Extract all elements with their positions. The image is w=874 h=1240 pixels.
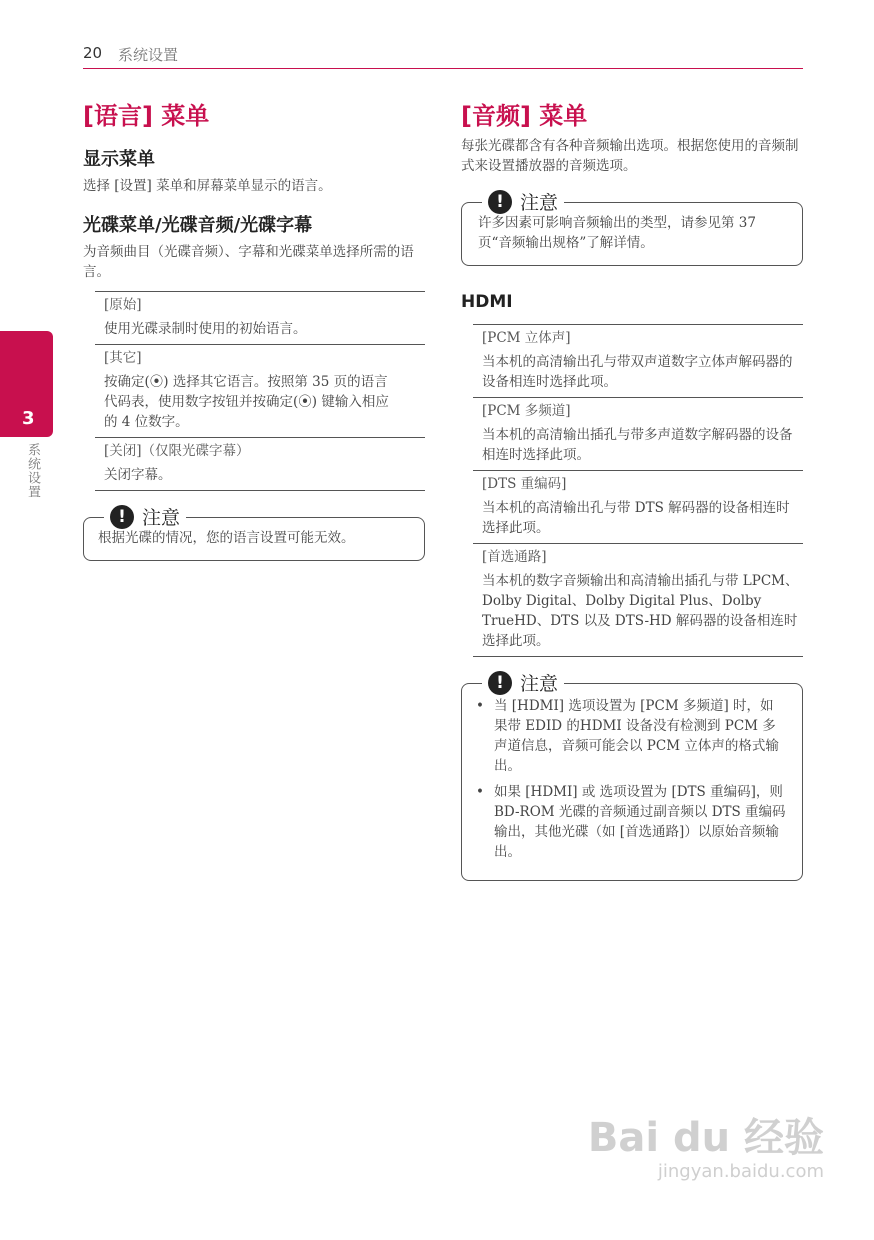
option-name: [PCM 多频道] — [482, 403, 571, 419]
table-row — [95, 438, 425, 491]
note-label: 注意 — [520, 673, 559, 695]
option-desc: 当本机的高清输出插孔与带多声道数字解码器的设备相连时选择此项。 — [482, 427, 793, 463]
display-menu-text: 选择 [设置] 菜单和屏幕菜单显示的语言。 — [83, 178, 332, 194]
table-row — [473, 544, 803, 657]
bullet-text: 如果 [HDMI] 或 选项设置为 [DTS 重编码]，则 BD-ROM 光碟的音频通过副音频以 DTS 重编码输出，其他光碟（如 [首选通路]）以原始音频输出。 — [494, 784, 786, 860]
page-number: 20 — [83, 44, 103, 62]
option-name: [原始] — [104, 297, 142, 313]
option-name: [首选通路] — [482, 549, 547, 565]
table-row — [473, 325, 803, 398]
option-name: [关闭]（仅限光碟字幕） — [104, 443, 250, 459]
exclamation-icon: ! — [488, 671, 512, 695]
option-desc: 当本机的高清输出孔与带双声道数字立体声解码器的设备相连时选择此项。 — [482, 354, 793, 390]
table-row — [473, 398, 803, 471]
chapter-label: 系统设置 — [25, 443, 40, 499]
note-header — [104, 503, 186, 530]
bullet-text: 当 [HDMI] 选项设置为 [PCM 多频道] 时，如果带 EDID 的HDMI 设备没有检测到 PCM 多声道信息，音频可能会以 PCM 立体声的格式输出。 — [494, 698, 779, 774]
watermark-logo-text: Bai du 经验 — [587, 1115, 824, 1161]
option-desc: 使用光碟录制时使用的初始语言。 — [104, 321, 307, 337]
section-title: [音频] 菜单 — [461, 102, 588, 130]
disc-menu-heading: 光碟菜单/光碟音频/光碟字幕 — [83, 215, 313, 236]
option-desc: 当本机的数字音频输出和高清输出插孔与带 LPCM、Dolby Digital、Dolby Digital Plus、Dolby TrueHD、DTS 以及 DTS-HD 解码器的设备相连时选择此项。 — [482, 573, 799, 649]
list-item — [476, 696, 786, 776]
hdmi-heading: HDMI — [461, 292, 513, 312]
note-box — [83, 506, 425, 561]
language-options-table — [95, 291, 425, 491]
exclamation-icon: ! — [488, 190, 512, 214]
watermark — [588, 1106, 824, 1182]
hdmi-options-table — [473, 324, 803, 657]
watermark-url: jingyan.baidu.com — [657, 1161, 824, 1182]
option-desc: 当本机的高清输出孔与带 DTS 解码器的设备相连时选择此项。 — [482, 500, 790, 536]
note-box — [461, 672, 803, 881]
audio-intro-text: 每张光碟都含有各种音频输出选项。根据您使用的音频制式来设置播放器的音频选项。 — [461, 138, 799, 174]
audio-menu-section — [461, 96, 803, 881]
option-name: [PCM 立体声] — [482, 330, 571, 346]
option-desc: 关闭字幕。 — [104, 467, 172, 483]
option-name: [其它] — [104, 350, 142, 366]
note-header — [482, 669, 564, 696]
bullet-icon: • — [476, 698, 484, 714]
option-desc: 按确定(⦿) 选择其它语言。按照第 35 页的语言代码表，使用数字按钮并按确定(⦿) 键输入相应的 4 位数字。 — [104, 374, 389, 430]
note-text: 许多因素可影响音频输出的类型，请参见第 37 页“音频输出规格”了解详情。 — [478, 215, 756, 251]
note-label: 注意 — [142, 507, 181, 529]
chapter-number: 3 — [22, 408, 35, 429]
note-header — [482, 188, 564, 215]
display-menu-heading: 显示菜单 — [83, 149, 155, 170]
table-row — [95, 292, 425, 345]
language-menu-section — [83, 96, 425, 561]
note-label: 注意 — [520, 192, 559, 214]
bullet-icon: • — [476, 784, 484, 800]
option-name: [DTS 重编码] — [482, 476, 567, 492]
disc-menu-text: 为音频曲目（光碟音频）、字幕和光碟菜单选择所需的语言。 — [83, 244, 414, 280]
note-text: 根据光碟的情况，您的语言设置可能无效。 — [98, 530, 355, 546]
table-row — [473, 471, 803, 544]
section-title: [语言] 菜单 — [83, 102, 210, 130]
list-item — [476, 782, 786, 862]
exclamation-icon: ! — [110, 505, 134, 529]
table-row — [95, 345, 425, 438]
header-rule — [83, 68, 803, 69]
running-header: 系统设置 — [118, 46, 179, 64]
note-box — [461, 191, 803, 266]
